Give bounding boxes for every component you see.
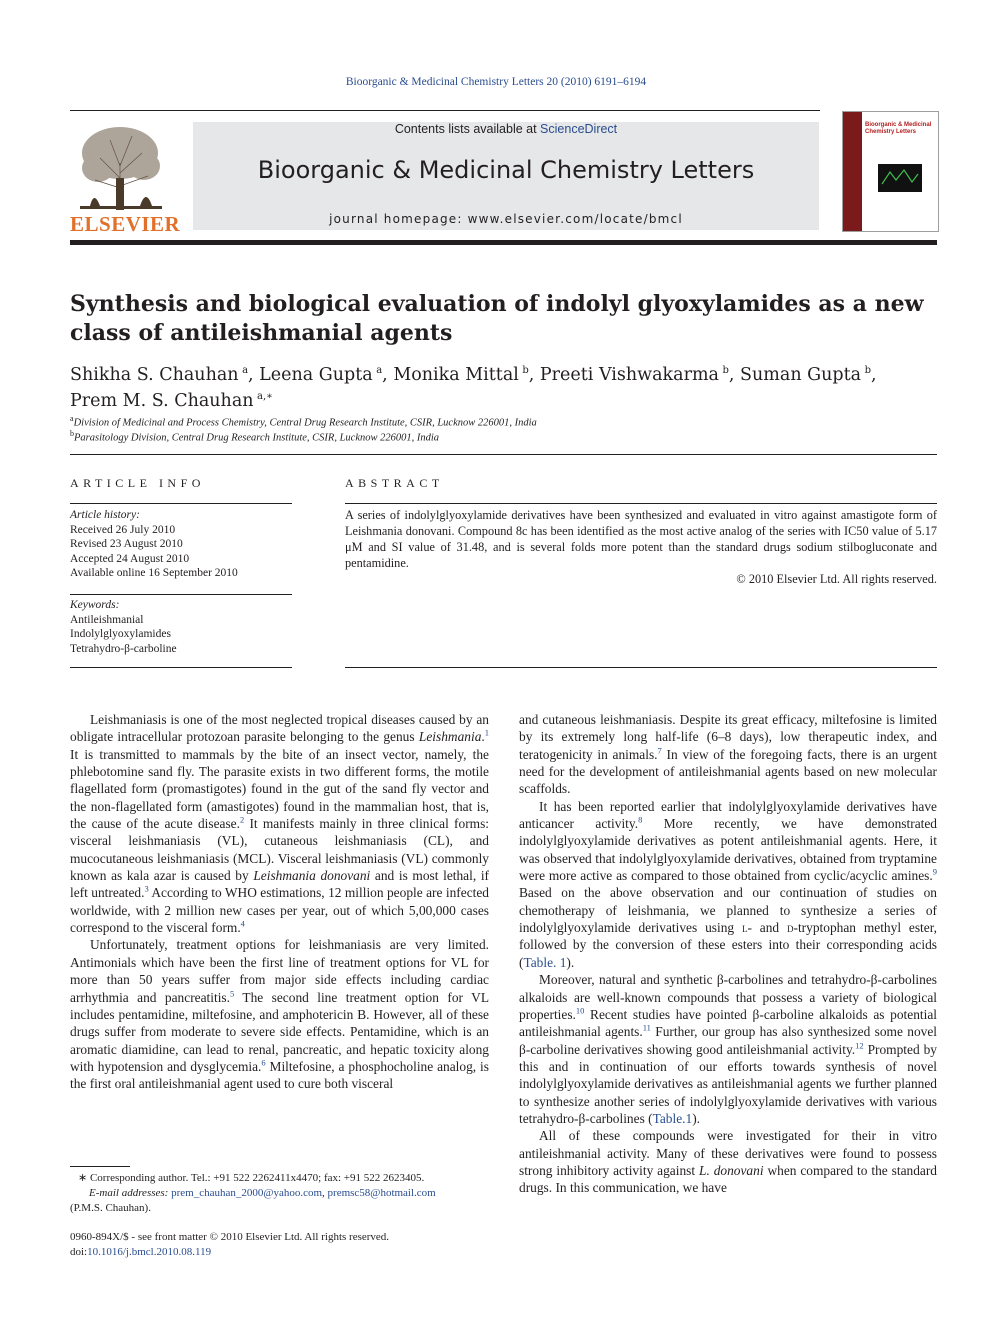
author[interactable]: Monika Mittal <box>393 364 519 385</box>
email-link[interactable]: prem_chauhan_2000@yahoo.com <box>171 1187 323 1199</box>
divider <box>345 503 937 504</box>
contents-line <box>193 122 819 136</box>
divider <box>70 503 292 504</box>
affiliation-a: $^a$Division of Medicinal and Process Chemistry, Central Drug Research Institute, CSIR, Lucknow 226001, India <box>70 414 537 429</box>
email-link[interactable]: premsc58@hotmail.com <box>327 1187 436 1199</box>
article-history: Article history: Received 26 July 2010 Revised 23 August 2010 Accepted 24 August 2010 Available online 16 September 2010 <box>70 509 238 579</box>
body-column-left: Leishmaniasis is one of the most neglected tropical diseases caused by an obligate intracellular protozoan parasite belonging to the genus Leishmania.$^1$ It is transmitted to mammals by the bite of an insect vector, namely, the phlebotomine sand fly. The parasite exists in two different forms, the motile flagellated form (promastigotes) found in the gut of the sand fly vector and the non-flagellated form (amastigotes) found in the mammalian host, that is, the cause of the acute disease.$^2$ It manifests mainly in three clinical forms: visceral leishmaniasis (VL), cutaneous leishmaniasis (CL), and mucocutaneous leishmaniasis (MCL). Visceral leishmaniasis (VL) commonly known as kala azar is caused by Leishmania donovani and is most lethal, if left untreated.$^3$ According to WHO estimations, 12 million people are infected worldwide, with 2 million new cases per year, out of which 5,00,000 cases correspond to the visceral form.$^4$ Unfortunately, treatment options for leishmaniasis are very limited. Antimonials which have been the first line of treatment options for VL for more than 50 years suffer from major side effects including cardiac arrhythmia and pancreatitis.$^5$ The second line treatment option for VL includes pentamidine, miltefosine, and amphotericin B. However, all of these drugs suffer from moderate to severe side effects. Pentamidine, which is an aromatic diamidine, can lead to renal, pancreatic, and hepatic toxicity along with hypotension and dysglycemia.$^6$ Miltefosine, a phosphocholine analog, is the first oral antileishmanial agent used to cure both visceral <box>70 712 490 1092</box>
cover-image <box>878 164 922 192</box>
affiliation-b: $^b$Parasitology Division, Central Drug Research Institute, CSIR, Lucknow 226001, India <box>70 429 440 444</box>
doi-link[interactable]: 10.1016/j.bmcl.2010.08.119 <box>87 1246 212 1258</box>
journal-homepage[interactable]: journal homepage: www.elsevier.com/locate/bmcl <box>329 212 683 226</box>
author[interactable]: Prem M. S. Chauhan <box>70 390 254 411</box>
cover-spine <box>843 112 862 231</box>
author[interactable]: Preeti Vishwakarma <box>539 364 719 385</box>
author[interactable]: Suman Gupta <box>740 364 862 385</box>
divider <box>345 667 937 668</box>
abstract-text: A series of indolylglyoxylamide derivatives have been synthesized and evaluated in vitro against amastigote form of Leishmania donovani. Compound 8c has been identified as the most active analog of the series with IC50 value of 5.17 μM and SI value of 31.48, and is several folds more potent than the standard drugs sodium stilbogluconate and pentamidine. <box>345 508 937 570</box>
elsevier-logo-text: ELSEVIER <box>70 212 181 236</box>
keywords: Keywords: Antileishmanial Indolylglyoxylamides Tetrahydro-β-carboline <box>70 599 177 655</box>
abstract-heading: ABSTRACT <box>345 476 444 490</box>
journal-citation[interactable]: Bioorganic & Medicinal Chemistry Letters 20 (2010) 6191–6194 <box>345 76 647 88</box>
divider <box>70 594 292 595</box>
email-note: E-mail addresses: prem_chauhan_2000@yahoo.com, premsc58@hotmail.com (P.M.S. Chauhan). <box>70 1187 436 1214</box>
abstract-copyright: © 2010 Elsevier Ltd. All rights reserved. <box>736 572 937 586</box>
divider <box>70 667 292 668</box>
author[interactable]: Leena Gupta <box>259 364 373 385</box>
author-list: Shikha S. Chauhan $^a$, Leena Gupta $^a$, Monika Mittal $^b$, Preeti Vishwakarma $^b$, Suman Gupta $^b$, Prem M. S. Chauhan $^{a,∗}$ <box>70 364 877 411</box>
corresponding-author-note: ∗ Corresponding author. Tel.: +91 522 2262411x4470; fax: +91 522 2623405. <box>78 1172 425 1184</box>
journal-name: Bioorganic & Medicinal Chemistry Letters <box>257 156 755 184</box>
footnote-rule <box>70 1166 130 1167</box>
header-rule <box>70 110 820 111</box>
header-thick-rule <box>70 240 937 245</box>
cover-title: Bioorganic & Medicinal Chemistry Letters <box>865 122 932 135</box>
doi-line: doi:10.1016/j.bmcl.2010.08.119 <box>70 1246 212 1258</box>
issn-line: 0960-894X/$ - see front matter © 2010 Elsevier Ltd. All rights reserved. <box>70 1231 390 1243</box>
divider <box>70 454 937 455</box>
article-title: Synthesis and biological evaluation of indolyl glyoxylamides as a new class of antileishmanial agents <box>70 291 924 346</box>
journal-cover-thumbnail[interactable] <box>842 111 939 232</box>
body-column-right: and cutaneous leishmaniasis. Despite its great efficacy, miltefosine is limited by its extremely long half-life (6–8 days), low therapeutic index, and teratogenicity in animals.$^7$ In view of the foregoing facts, there is an urgent need for the development of antileishmanial agents based on new molecular scaffolds. It has been reported earlier that indolylglyoxylamide derivatives have anticancer activity.$^8$ More recently, we have demonstrated indolylglyoxylamide derivatives as potent antileishmanial agents. Here, it was observed that indolylglyoxylamide derivatives, obtained from tryptamine were more active as compared to those obtained from cyclic/acyclic amines.$^9$ Based on the above observation and our continuation of studies on chemotherapy of leishmania, we planned to synthesize a series of indolylglyoxylamide derivatives using l- and d-tryptophan methyl ester, followed by the conversion of these esters into their corresponding acids (Table. 1). Moreover, natural and synthetic β-carbolines and tetrahydro-β-carbolines alkaloids are well-known compounds that possess a variety of biological properties.$^{10}$ Recent studies have pointed β-carboline alkaloids as potential antileishmanial agents.$^{11}$ Further, our group has also synthesized some novel β-carboline derivatives showing good antileishmanial activity.$^{12}$ Prompted by this and in continuation of our efforts towards synthesis of novel indolylglyoxylamide derivatives as antileishmanial agents we further planned to synthesize another series of indolylglyoxylamide derivatives with various tetrahydro-β-carbolines (Table.1). All of these compounds were investigated for their in vitro antileishmanial activity. Many of these derivatives were found to possess strong inhibitory activity against L. donovani when compared to the standard drugs. In this communication, we have <box>519 712 938 1196</box>
author[interactable]: Shikha S. Chauhan <box>70 364 239 385</box>
sciencedirect-link[interactable]: ScienceDirect <box>540 122 618 136</box>
contents-prefix: Contents lists available at <box>394 122 541 136</box>
article-info-heading: ARTICLE INFO <box>70 476 205 490</box>
